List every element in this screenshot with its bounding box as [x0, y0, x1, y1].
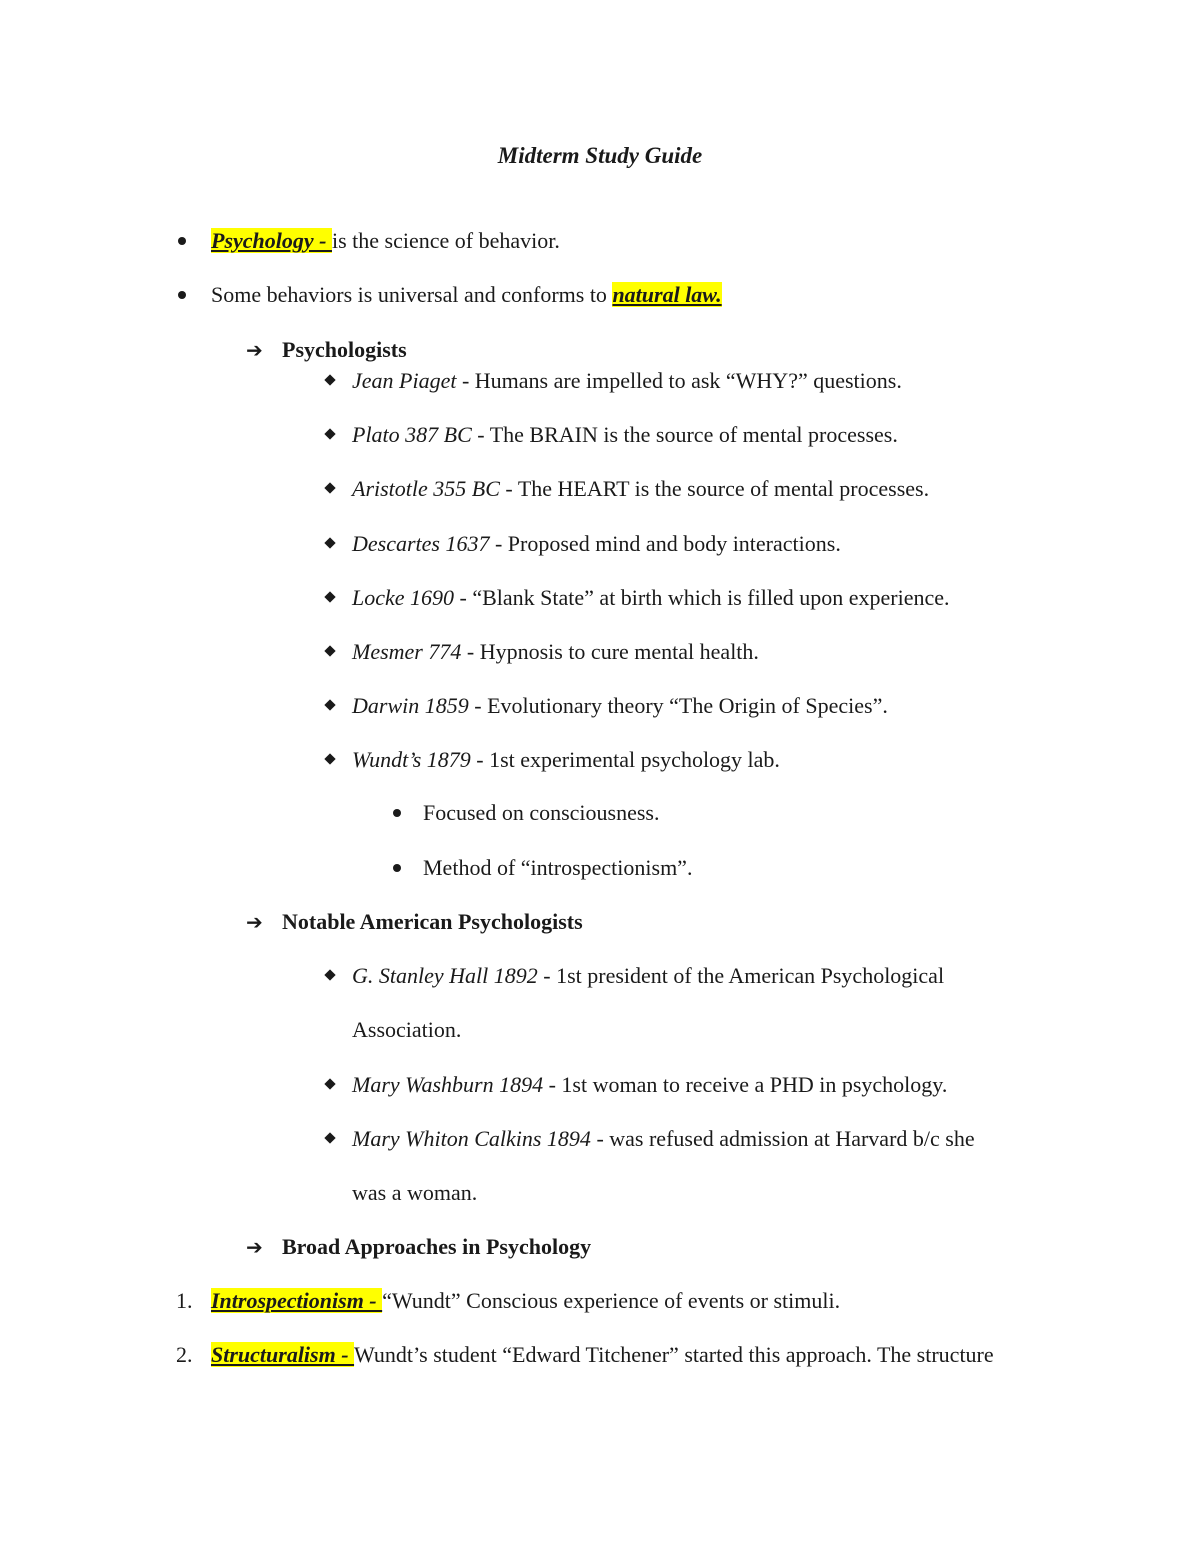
- sub-list-item: Focused on consciousness.: [423, 800, 660, 825]
- intro-line-1: [211, 227, 560, 255]
- diamond-bullet-icon: [324, 428, 335, 439]
- arrow-icon: ➔: [246, 1235, 263, 1259]
- bullet-icon: [178, 237, 186, 245]
- bullet-icon: [393, 864, 401, 872]
- numbered-item: Structuralism - Wundt’s student “Edward Titchener” started this approach. The structure: [211, 1342, 994, 1367]
- diamond-bullet-icon: [324, 969, 335, 980]
- numbered-item: Introspectionism - “Wundt” Conscious experience of events or stimuli.: [211, 1288, 841, 1313]
- list-number: 2.: [176, 1342, 193, 1367]
- definition: is the science of behavior.: [331, 228, 560, 253]
- list-item: Mesmer 774 - Hypnosis to cure mental health.: [352, 639, 759, 664]
- diamond-bullet-icon: [324, 1078, 335, 1089]
- page-title: Midterm Study Guide: [497, 143, 703, 168]
- diamond-bullet-icon: [324, 482, 335, 493]
- diamond-bullet-icon: [324, 537, 335, 548]
- list-item: Darwin 1859 - Evolutionary theory “The Origin of Species”.: [352, 693, 888, 718]
- section-heading-approaches: Broad Approaches in Psychology: [282, 1234, 592, 1259]
- diamond-bullet-icon: [324, 645, 335, 656]
- list-item: Mary Whiton Calkins 1894 - was refused admission at Harvard b/c she: [352, 1126, 975, 1151]
- list-item: G. Stanley Hall 1892 - 1st president of the American Psychological: [352, 963, 945, 988]
- bullet-icon: [178, 291, 186, 299]
- diamond-bullet-icon: [324, 374, 335, 385]
- section-heading-psychologists: Psychologists: [282, 337, 407, 362]
- term-structuralism: Structuralism -: [211, 1342, 355, 1367]
- list-item: Wundt’s 1879 - 1st experimental psychology lab.: [352, 747, 780, 772]
- arrow-icon: ➔: [246, 910, 263, 934]
- list-item: Jean Piaget - Humans are impelled to ask “WHY?” questions.: [352, 368, 902, 393]
- list-item: Plato 387 BC - The BRAIN is the source of mental processes.: [352, 422, 898, 447]
- intro-line-2: [211, 281, 722, 309]
- sub-list-item: Method of “introspectionism”.: [423, 855, 693, 880]
- diamond-bullet-icon: [324, 1132, 335, 1143]
- list-item: Descartes 1637 - Proposed mind and body interactions.: [352, 531, 841, 556]
- arrow-icon: ➔: [246, 338, 263, 362]
- list-item-continuation: was a woman.: [352, 1180, 478, 1205]
- list-item: Aristotle 355 BC - The HEART is the source of mental processes.: [352, 476, 930, 501]
- list-number: 1.: [176, 1288, 193, 1313]
- term-introspectionism: Introspectionism -: [211, 1288, 383, 1313]
- list-item: Locke 1690 - “Blank State” at birth which is filled upon experience.: [352, 585, 950, 610]
- list-item-continuation: Association.: [352, 1017, 462, 1042]
- term-natural-law: natural law.: [612, 282, 722, 307]
- diamond-bullet-icon: [324, 753, 335, 764]
- term-psychology: Psychology -: [211, 228, 332, 253]
- bullet-icon: [393, 809, 401, 817]
- diamond-bullet-icon: [324, 591, 335, 602]
- diamond-bullet-icon: [324, 699, 335, 710]
- list-item: Mary Washburn 1894 - 1st woman to receive a PHD in psychology.: [352, 1072, 948, 1097]
- definition: Some behaviors is universal and conforms to: [211, 282, 613, 307]
- section-heading-american: Notable American Psychologists: [282, 909, 583, 934]
